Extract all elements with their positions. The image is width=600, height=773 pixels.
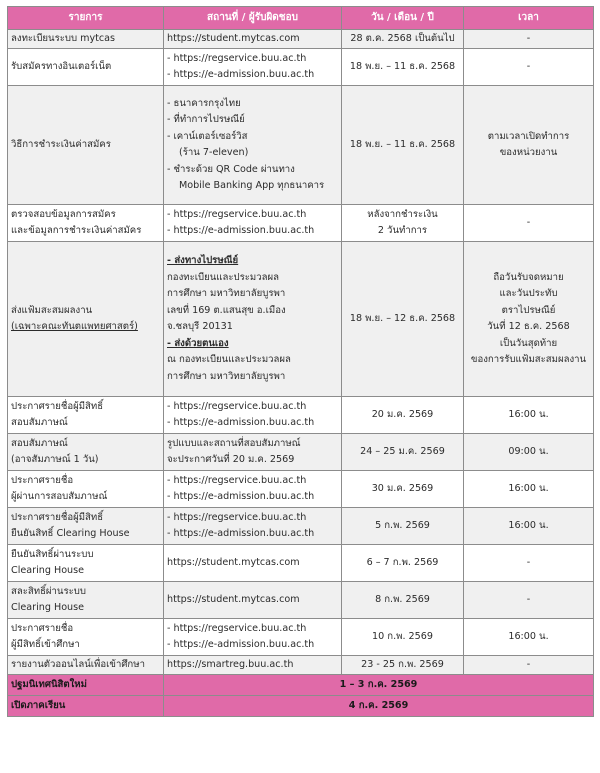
item-text: ประกาศรายชื่อผู้มีสิทธิ์ <box>11 511 104 523</box>
time-text: ของการรับแฟ้มสะสมผลงาน <box>470 354 587 365</box>
place-text: - เคาน์เตอร์เซอร์วิส <box>167 130 248 142</box>
date-text: หลังจากชำระเงิน <box>367 208 438 220</box>
date-text: 6 – 7 ก.พ. 2569 <box>366 556 439 568</box>
date-cell <box>342 434 464 471</box>
item-text: รับสมัครทางอินเตอร์เน็ต <box>11 60 112 72</box>
table-row <box>8 545 594 582</box>
item-cell <box>8 49 164 86</box>
item-text: ตรวจสอบข้อมูลการสมัคร <box>11 208 116 220</box>
item-cell <box>8 582 164 619</box>
table-row <box>8 508 594 545</box>
place-text: - ธนาคารกรุงไทย <box>167 97 241 109</box>
time-text: 16:00 น. <box>508 482 549 494</box>
item-text: Clearing House <box>11 602 85 613</box>
item-cell <box>8 242 164 397</box>
place-text: Mobile Banking App ทุกธนาคาร <box>179 180 325 191</box>
item-cell <box>8 397 164 434</box>
item-text: ยืนยันสิทธิ์ Clearing House <box>11 528 130 539</box>
place-link[interactable]: - https://e-admission.buu.ac.th <box>167 491 315 502</box>
time-cell <box>464 205 594 242</box>
place-cell <box>164 434 342 471</box>
place-link[interactable]: - https://regservice.buu.ac.th <box>167 400 307 412</box>
table-row <box>8 49 594 86</box>
place-link[interactable]: - https://e-admission.buu.ac.th <box>167 417 315 428</box>
place-text: - ที่ทำการไปรษณีย์ <box>167 114 245 125</box>
place-cell <box>164 397 342 434</box>
item-cell <box>8 508 164 545</box>
time-text: - <box>526 556 531 568</box>
table-row <box>8 656 594 675</box>
date-text: 8 ก.พ. 2569 <box>375 593 430 605</box>
place-text: จะประกาศวันที่ 20 ม.ค. 2569 <box>167 454 295 465</box>
time-cell <box>464 582 594 619</box>
table-row <box>8 582 594 619</box>
footer-label: ปฐมนิเทศนิสิตใหม่ <box>8 675 164 696</box>
place-heading: - ส่งทางไปรษณีย์ <box>167 255 239 266</box>
time-text: 16:00 น. <box>508 408 549 420</box>
time-text: - <box>526 593 531 605</box>
item-text: ผู้ผ่านการสอบสัมภาษณ์ <box>11 491 108 502</box>
place-link[interactable]: https://smartreg.buu.ac.th <box>167 658 294 670</box>
time-cell <box>464 397 594 434</box>
place-text: จ.ชลบุรี 20131 <box>167 321 233 332</box>
time-cell <box>464 471 594 508</box>
item-text: ลงทะเบียนระบบ mytcas <box>11 32 116 44</box>
table-row <box>8 30 594 49</box>
place-text: ณ กองทะเบียนและประมวลผล <box>167 354 291 365</box>
time-text: - <box>526 60 531 72</box>
footer-label: เปิดภาคเรียน <box>8 696 164 717</box>
date-cell <box>342 471 464 508</box>
item-text: และข้อมูลการชำระเงินค่าสมัคร <box>11 225 142 236</box>
footer-row-semester-start <box>8 696 594 717</box>
item-text: รายงานตัวออนไลน์เพื่อเข้าศึกษา <box>11 658 145 670</box>
place-cell <box>164 49 342 86</box>
time-text: เป็นวันสุดท้าย <box>499 337 558 349</box>
place-link[interactable]: - https://e-admission.buu.ac.th <box>167 639 315 650</box>
place-link[interactable]: https://student.mytcas.com <box>167 593 300 605</box>
place-text: เลขที่ 169 ต.แสนสุข อ.เมือง <box>167 304 286 316</box>
date-text: 30 ม.ค. 2569 <box>371 482 434 494</box>
table-row <box>8 397 594 434</box>
place-cell <box>164 656 342 675</box>
place-cell <box>164 619 342 656</box>
place-cell <box>164 545 342 582</box>
place-cell <box>164 508 342 545</box>
time-text: - <box>526 216 531 228</box>
time-cell <box>464 242 594 397</box>
place-cell <box>164 86 342 205</box>
date-cell <box>342 242 464 397</box>
place-link[interactable]: - https://e-admission.buu.ac.th <box>167 69 315 80</box>
place-text: การศึกษา มหาวิทยาลัยบูรพา <box>167 370 286 382</box>
table-row <box>8 471 594 508</box>
date-cell <box>342 508 464 545</box>
time-text: - <box>526 658 531 670</box>
time-text: 09:00 น. <box>508 445 549 457</box>
place-link[interactable]: - https://e-admission.buu.ac.th <box>167 225 315 236</box>
date-text: 10 ก.พ. 2569 <box>372 630 433 642</box>
place-text: (ร้าน 7-eleven) <box>179 147 249 158</box>
date-text: 18 พ.ย. – 11 ธ.ค. 2568 <box>349 138 456 150</box>
item-text: วิธีการชำระเงินค่าสมัคร <box>11 138 111 150</box>
header-place: สถานที่ / ผู้รับผิดชอบ <box>164 7 342 30</box>
item-text: Clearing House <box>11 565 85 576</box>
time-text: และวันประทับ <box>499 288 558 299</box>
time-cell <box>464 545 594 582</box>
item-cell <box>8 545 164 582</box>
date-cell <box>342 619 464 656</box>
item-text: ผู้มีสิทธิ์เข้าศึกษา <box>11 639 80 650</box>
place-link[interactable]: - https://regservice.buu.ac.th <box>167 208 307 220</box>
place-text: กองทะเบียนและประมวลผล <box>167 271 279 283</box>
date-text: 2 วันทำการ <box>377 225 428 236</box>
place-text: รูปแบบและสถานที่สอบสัมภาษณ์ <box>167 437 301 449</box>
place-heading: - ส่งด้วยตนเอง <box>167 337 229 349</box>
date-text: 5 ก.พ. 2569 <box>375 519 430 531</box>
footer-value: 4 ก.ค. 2569 <box>164 696 594 717</box>
item-cell <box>8 656 164 675</box>
item-text: ประกาศรายชื่อ <box>11 474 74 486</box>
time-text: - <box>526 32 531 44</box>
place-cell <box>164 205 342 242</box>
place-link[interactable]: https://student.mytcas.com <box>167 556 300 568</box>
date-text: 18 พ.ย. – 12 ธ.ค. 2568 <box>349 312 456 324</box>
date-text: 18 พ.ย. – 11 ธ.ค. 2568 <box>349 60 456 72</box>
item-text: ประกาศรายชื่อผู้มีสิทธิ์ <box>11 400 104 412</box>
date-text: 23 - 25 ก.พ. 2569 <box>361 658 444 670</box>
footer-row-orientation <box>8 675 594 696</box>
item-text: ประกาศรายชื่อ <box>11 622 74 634</box>
table-row <box>8 242 594 397</box>
time-cell <box>464 508 594 545</box>
date-cell <box>342 49 464 86</box>
place-link[interactable]: - https://e-admission.buu.ac.th <box>167 528 315 539</box>
table-header-row <box>8 7 594 30</box>
table-row <box>8 205 594 242</box>
time-text: 16:00 น. <box>508 519 549 531</box>
place-link[interactable]: - https://regservice.buu.ac.th <box>167 622 307 634</box>
item-text: สอบสัมภาษณ์ <box>11 437 68 449</box>
time-cell <box>464 619 594 656</box>
table-row <box>8 434 594 471</box>
footer-value: 1 – 3 ก.ค. 2569 <box>164 675 594 696</box>
time-cell <box>464 434 594 471</box>
date-cell <box>342 656 464 675</box>
time-cell <box>464 656 594 675</box>
item-note: (เฉพาะคณะทันตแพทยศาสตร์) <box>11 321 138 332</box>
item-cell <box>8 619 164 656</box>
place-cell <box>164 471 342 508</box>
date-text: 24 – 25 ม.ค. 2569 <box>360 445 445 457</box>
item-text: สละสิทธิ์ผ่านระบบ <box>11 585 86 597</box>
time-text: ของหน่วยงาน <box>499 147 558 158</box>
item-cell <box>8 30 164 49</box>
time-cell <box>464 30 594 49</box>
date-cell <box>342 86 464 205</box>
header-item: รายการ <box>8 7 164 30</box>
place-cell <box>164 582 342 619</box>
item-text: ยืนยันสิทธิ์ผ่านระบบ <box>11 548 94 560</box>
item-cell <box>8 434 164 471</box>
time-cell <box>464 86 594 205</box>
place-link[interactable]: - https://regservice.buu.ac.th <box>167 52 307 64</box>
place-cell <box>164 30 342 49</box>
table-row <box>8 619 594 656</box>
item-text: (อาจสัมภาษณ์ 1 วัน) <box>11 454 99 465</box>
place-cell <box>164 242 342 397</box>
time-text: วันที่ 12 ธ.ค. 2568 <box>487 321 570 332</box>
date-cell <box>342 30 464 49</box>
place-link[interactable]: https://student.mytcas.com <box>167 32 300 44</box>
time-text: 16:00 น. <box>508 630 549 642</box>
item-text: ส่งแฟ้มสะสมผลงาน <box>11 304 93 316</box>
date-cell <box>342 397 464 434</box>
date-text: 20 ม.ค. 2569 <box>371 408 434 420</box>
place-text: - ชำระด้วย QR Code ผ่านทาง <box>167 163 295 175</box>
date-text: 28 ต.ค. 2568 เป็นต้นไป <box>350 32 455 44</box>
item-cell <box>8 471 164 508</box>
place-link[interactable]: - https://regservice.buu.ac.th <box>167 511 307 523</box>
time-cell <box>464 49 594 86</box>
date-cell <box>342 582 464 619</box>
item-cell <box>8 86 164 205</box>
time-text: ตามเวลาเปิดทำการ <box>487 130 570 142</box>
admission-schedule-table <box>7 6 594 717</box>
date-cell <box>342 545 464 582</box>
date-cell <box>342 205 464 242</box>
item-cell <box>8 205 164 242</box>
header-date: วัน / เดือน / ปี <box>342 7 464 30</box>
header-time: เวลา <box>464 7 594 30</box>
place-text: การศึกษา มหาวิทยาลัยบูรพา <box>167 288 286 299</box>
table-row <box>8 86 594 205</box>
time-text: ถือวันรับจดหมาย <box>493 271 564 283</box>
place-link[interactable]: - https://regservice.buu.ac.th <box>167 474 307 486</box>
time-text: ตราไปรษณีย์ <box>501 304 556 316</box>
item-text: สอบสัมภาษณ์ <box>11 417 68 428</box>
